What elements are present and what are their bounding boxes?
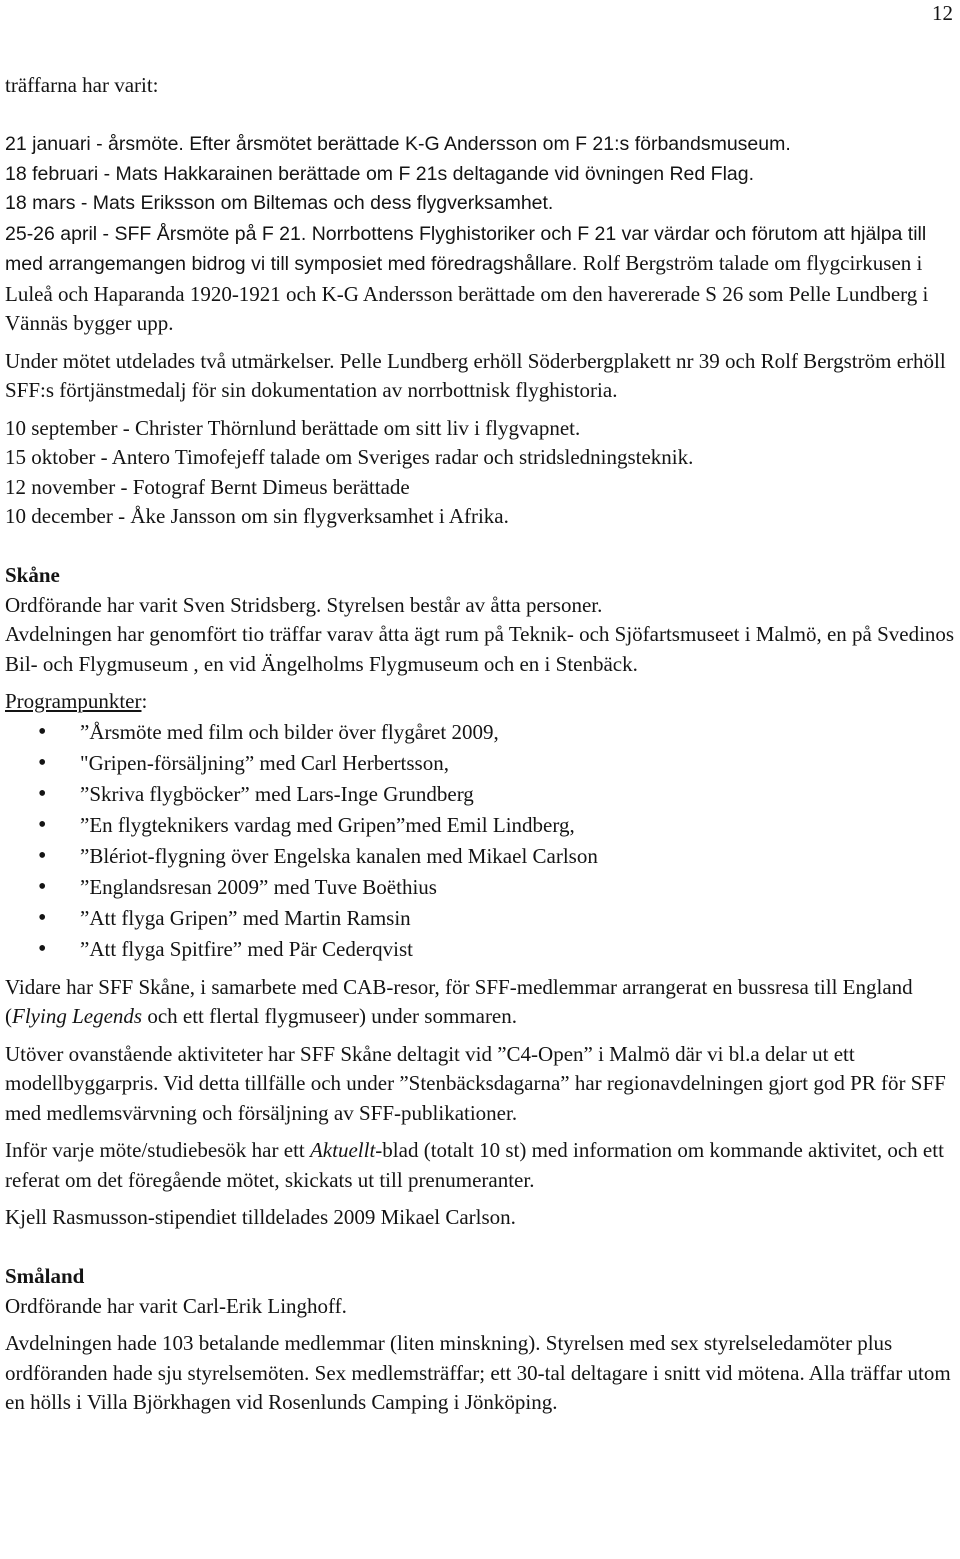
trip-text: Vidare har SFF Skåne, i samarbete med CAB-resor, för SFF-medlemmar arrangerat en bussresa till England (	[5, 974, 913, 1028]
intro-line: träffarna har varit:	[5, 73, 159, 97]
skane-meetings: Avdelningen har genomfört tio träffar varav åtta ägt rum på Teknik- och Sjöfartsmuseet i Malmö, en på Svedinos Bil- och Flygmuseum , en vid Ängelholms Flygmuseum och en i Stenbäck.	[5, 622, 955, 676]
meeting-item: 10 december - Åke Jansson om sin flygverksamhet i Afrika.	[5, 504, 509, 528]
program-item: • ”Årsmöte med film och bilder över flygåret 2009,	[5, 717, 955, 748]
program-list	[5, 717, 955, 965]
skane-activities: Utöver ovanstående aktiviteter har SFF Skåne deltagit vid ”C4-Open” i Malmö där vi bl.a delar ut ett modellbyggarpris. Vid detta tillfälle och under ”Stenbäcksdagarna” har regionavdelningen gjort god PR för SFF med medlemsvärvning och försäljning av SFF-publikationer.	[5, 1041, 946, 1125]
smaland-chair: Ordförande har varit Carl-Erik Linghoff.	[5, 1293, 347, 1318]
meetings-list-a	[5, 130, 955, 219]
meeting-item: 18 februari - Mats Hakkarainen berättade om F 21s deltagande vid övningen Red Flag.	[5, 162, 755, 185]
page-number: 12	[932, 1, 953, 25]
meeting-item: 15 oktober - Antero Timofejeff talade om Sveriges radar och stridsledningsteknik.	[5, 445, 694, 469]
section-heading-smaland: Småland	[5, 1264, 85, 1288]
meetings-list-b	[5, 414, 955, 532]
april-meeting-date: 25-26 april - SFF Årsmöte på F 21.	[5, 222, 312, 245]
program-colon: :	[141, 689, 148, 713]
skane-scholarship: Kjell Rasmusson-stipendiet tilldelades 2009 Mikael Carlson.	[5, 1205, 516, 1229]
program-item: • ”Blériot-flygning över Engelska kanalen med Mikael Carlson	[5, 841, 955, 872]
april-meeting-text: Norrbottens Flyghistoriker och F 21 var värdar och förutom att hjälpa till med arrangemangen bidrog vi till symposiet med föredragshållare.	[5, 222, 927, 275]
skane-trip-paragraph	[5, 973, 955, 1032]
skane-aktuellt-paragraph	[5, 1136, 955, 1195]
section-heading-skane: Skåne	[5, 563, 60, 587]
meeting-item: 10 september - Christer Thörnlund berättade om sitt liv i flygvapnet.	[5, 415, 581, 440]
program-item: • ”Skriva flygböcker” med Lars-Inge Grundberg	[5, 779, 955, 810]
program-item: • ”En flygteknikers vardag med Gripen”med Emil Lindberg,	[5, 810, 955, 841]
meeting-item: 18 mars - Mats Eriksson om Biltemas och dess flygverksamhet.	[5, 192, 554, 214]
program-item: • ”Att flyga Gripen” med Martin Ramsin	[5, 903, 955, 934]
aktuellt-italic: Aktuellt	[309, 1138, 376, 1162]
meeting-item: 21 januari - årsmöte. Efter årsmötet berättade K-G Andersson om F 21:s förbandsmuseum.	[5, 133, 791, 155]
skane-chair: Ordförande har varit Sven Stridsberg. Styrelsen består av åtta personer.	[5, 592, 603, 617]
awards-paragraph: Under mötet utdelades två utmärkelser. Pelle Lundberg erhöll Söderbergplakett nr 39 och Rolf Bergström erhöll SFF:s förtjänstmedalj för sin dokumentation av norrbottnisk flyghistoria.	[5, 348, 946, 402]
smaland-members: Avdelningen hade 103 betalande medlemmar (liten minskning). Styrelsen med sex styrelseledamöter plus ordföranden hade sju styrelsemöten. Sex medlemsträffar; ett 30-tal deltagare i snitt vid mötena. Alla träffar utom en hölls i Villa Björkhagen vid Rosenlunds Camping i Jönköping.	[5, 1331, 951, 1414]
program-label: Programpunkter	[5, 689, 142, 713]
aktuellt-text: Inför varje möte/studiebesök har ett	[5, 1138, 310, 1162]
program-item: • ”Att flyga Spitfire” med Pär Cederqvist	[5, 934, 955, 965]
trip-text-end: och ett flertal flygmuseer) under sommaren.	[142, 1004, 518, 1028]
program-item: • ”Englandsresan 2009” med Tuve Boëthius	[5, 872, 955, 903]
aktuellt-text-end: -blad (totalt 10 st) med information om kommande aktivitet, och ett referat om det föregående mötet, skickats ut till prenumeranter.	[5, 1138, 944, 1192]
meeting-item: 12 november - Fotograf Bernt Dimeus berättade	[5, 474, 410, 499]
april-meeting-talk: Rolf Bergström talade om flygcirkusen i Luleå och Haparanda 1920-1921 och K-G Andersson berättade om den havererade S 26 som Pelle Lundberg i Vännäs bygger upp.	[5, 251, 929, 335]
document-body	[5, 71, 955, 1418]
program-heading	[5, 687, 955, 717]
program-item: • "Gripen-försäljning” med Carl Herbertsson,	[5, 748, 955, 779]
april-meeting-paragraph	[5, 219, 955, 339]
trip-italic: Flying Legends	[12, 1004, 143, 1028]
